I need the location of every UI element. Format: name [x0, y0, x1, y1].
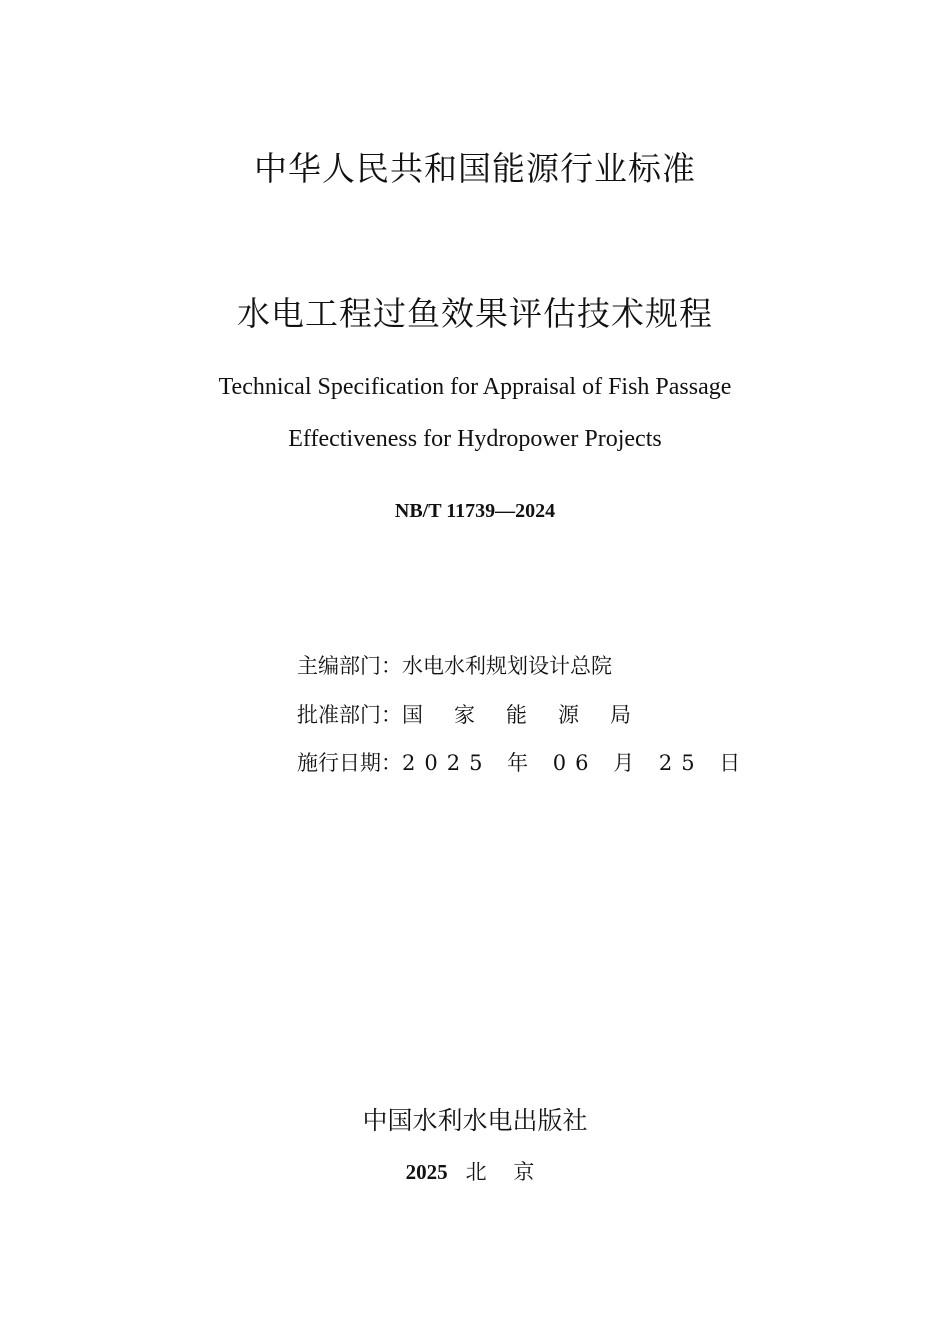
- editor-department-label: 主编部门：: [297, 654, 402, 678]
- publication-year: 2025: [405, 1160, 448, 1184]
- publication-line: [0, 1156, 950, 1186]
- document-title-cn: 水电工程过鱼效果评估技术规程: [237, 294, 713, 333]
- effective-date-row: [297, 747, 749, 777]
- approving-department-row: [297, 699, 662, 729]
- publication-city: 北 京: [465, 1160, 545, 1184]
- approving-department-label: 批准部门：: [297, 703, 402, 727]
- document-title-en-line2: Effectiveness for Hydropower Projects: [288, 426, 662, 452]
- document-title-en-line1: Technical Specification for Appraisal of Fish Passage: [218, 374, 732, 400]
- standard-code: NB/T 11739—2024: [394, 500, 556, 522]
- standard-series-title: 中华人民共和国能源行业标准: [254, 149, 696, 188]
- publisher-name: 中国水利水电出版社: [362, 1106, 588, 1135]
- approving-department-value: 国家能源局: [402, 703, 662, 727]
- effective-date-value: 2025 年 06 月 25 日: [402, 751, 750, 775]
- editor-department-value: 水电水利规划设计总院: [402, 654, 612, 678]
- effective-date-label: 施行日期：: [297, 751, 402, 775]
- editor-department-row: [297, 650, 612, 680]
